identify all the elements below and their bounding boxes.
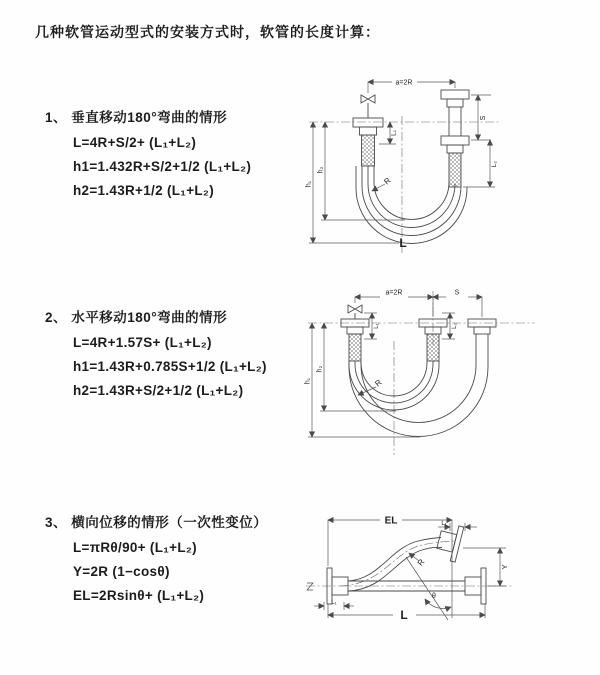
formula-3-EL: EL=2Rsinθ+ (L₁+L₂) <box>73 588 205 603</box>
angle-label: θ <box>432 593 436 600</box>
section-3 <box>45 511 267 603</box>
right-connector <box>441 90 469 187</box>
dimension-lines <box>314 520 506 618</box>
formula-3-L: L=πRθ/90+ (L₁+L₂) <box>73 540 197 555</box>
dim-label-l1-left: L₁ <box>331 600 337 606</box>
valve-icon <box>348 305 362 319</box>
section-2 <box>45 306 267 398</box>
diagram-vertical-180-bend <box>295 72 510 257</box>
formula-2-L: L=4R+1.57S+ (L₁+L₂) <box>73 335 212 350</box>
dim-label-a2r: a=2R <box>395 79 413 87</box>
valve-icon <box>361 95 375 118</box>
dim-label-l2: L₂ <box>452 323 458 329</box>
hose-displaced <box>348 538 442 592</box>
radius-label: R <box>415 557 427 568</box>
section-2-heading: 2、 水平移动180°弯曲的情形 <box>45 310 228 325</box>
formula-1-h1: h1=1.432R+S/2+1/2 (L₁+L₂) <box>73 159 252 174</box>
left-connector <box>341 319 369 361</box>
centerlines <box>308 291 535 455</box>
section-1-heading: 1、 垂直移动180°弯曲的情形 <box>45 110 228 125</box>
dim-label-l1: L₁ <box>390 130 398 136</box>
displaced-flange <box>435 522 464 562</box>
break-mark <box>307 583 313 590</box>
formula-3-Y: Y=2R (1−cosθ) <box>73 564 170 579</box>
radius-label: R <box>373 377 384 389</box>
right-connector <box>468 319 496 339</box>
formula-1-L: L=4R+S/2+ (L₁+L₂) <box>73 135 197 150</box>
length-label: L <box>399 236 407 250</box>
hose-curves <box>349 339 488 437</box>
formula-2-h1: h1=1.43R+0.785S+1/2 (L₁+L₂) <box>73 359 267 374</box>
dim-label-h1: h₁ <box>304 377 312 385</box>
formula-2-h2: h2=1.43R+S/2+1/2 (L₁+L₂) <box>73 383 244 398</box>
angle-construction <box>406 557 451 620</box>
dimension-lines <box>308 297 482 437</box>
dim-label-s: S <box>480 115 487 121</box>
centerlines <box>309 116 501 254</box>
dim-label-y: Y <box>500 564 509 570</box>
page-title: 几种软管运动型式的安装方式时，软管的长度计算： <box>35 24 380 40</box>
formula-1-h2: h2=1.43R+1/2 (L₁+L₂) <box>73 183 215 198</box>
dim-label-h2: h₂ <box>316 365 324 373</box>
length-label: L <box>400 608 408 622</box>
dim-label-l1-top: L₁ <box>441 521 447 527</box>
dim-label-a2r: a=2R <box>385 289 403 297</box>
dim-label-h1: h₁ <box>305 180 313 188</box>
section-3-heading: 3、 横向位移的情形（一次性变位） <box>45 515 268 530</box>
diagram-horizontal-180-bend <box>300 283 590 463</box>
dim-label-h2: h₂ <box>317 166 325 174</box>
dim-label-l2: L₂ <box>491 160 498 168</box>
left-connector <box>353 118 383 166</box>
section-1 <box>45 106 251 198</box>
radius-label: R <box>382 175 393 187</box>
dim-label-s: S <box>454 289 460 297</box>
dim-label-el: EL <box>384 515 398 527</box>
dim-label-l1: L₁ <box>374 323 380 329</box>
diagram-lateral-displacement <box>298 500 598 645</box>
